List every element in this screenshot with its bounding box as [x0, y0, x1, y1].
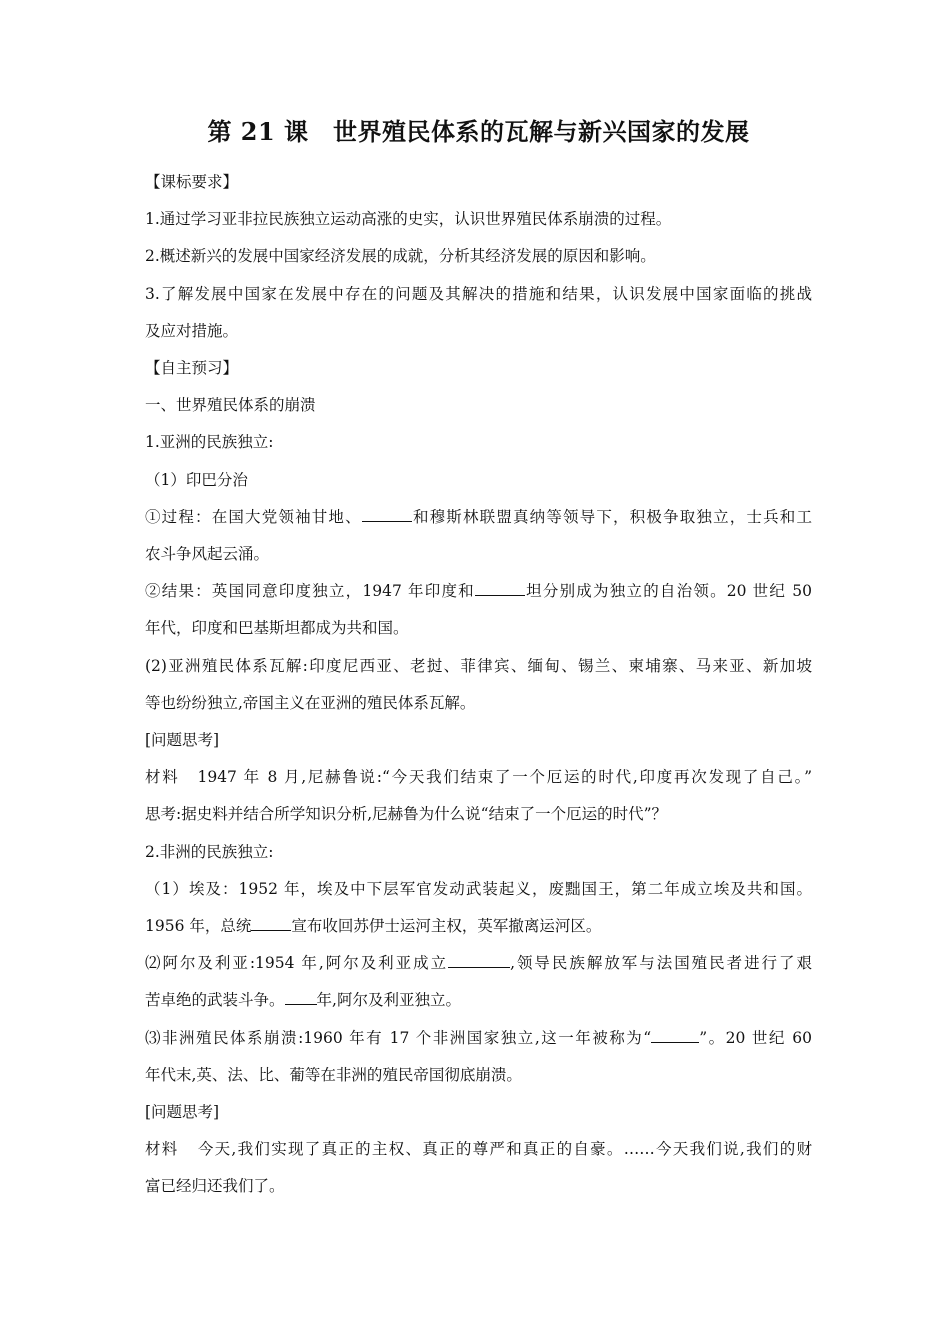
text-segment: ①过程：在国大党领袖甘地、	[145, 507, 362, 526]
text-segment: 1956 年，总统	[145, 917, 252, 936]
asia-collapse-cont: 等也纷纷独立,帝国主义在亚洲的殖民体系瓦解。	[145, 693, 476, 712]
question-heading-2: [问题思考]	[145, 1103, 220, 1122]
africa-collapse-line	[145, 1020, 812, 1057]
text-segment: ⑵阿尔及利亚:1954 年,阿尔及利亚成立	[145, 954, 449, 973]
point-india-partition: （1）印巴分治	[145, 470, 248, 489]
material-africa	[145, 1131, 812, 1168]
requirement-3-cont: 及应对措施。	[145, 321, 239, 340]
egypt-cont	[145, 908, 812, 945]
text-segment: 1947 年 8 月,尼赫鲁说:“今天我们结束了一个厄运的时代,印度再次发现了自己。”	[197, 768, 812, 787]
requirement-1: 1.通过学习亚非拉民族独立运动高涨的史实，认识世界殖民体系崩溃的过程。	[145, 210, 672, 229]
text-segment: ②结果：英国同意印度独立，1947 年印度和	[145, 582, 475, 601]
fill-blank	[251, 916, 291, 931]
section-heading-preview: 【自主预习】	[145, 359, 239, 378]
point-asia-heading: 1.亚洲的民族独立:	[145, 433, 274, 452]
text-segment: 坦分别成为独立的自治领。20 世纪 50	[524, 582, 813, 601]
text-segment: 年,阿尔及利亚独立。	[316, 991, 461, 1010]
material-label: 材料	[145, 1140, 179, 1159]
question-nehru: 思考:据史料并结合所学知识分析,尼赫鲁为什么说“结束了一个厄运的时代”？	[145, 805, 667, 824]
text-segment: ”。20 世纪 60	[699, 1028, 812, 1047]
requirement-2: 2.概述新兴的发展中国家经济发展的成就，分析其经济发展的原因和影响。	[145, 247, 656, 266]
india-result-cont: 年代，印度和巴基斯坦都成为共和国。	[145, 619, 409, 638]
material-nehru	[145, 759, 812, 796]
algeria-line	[145, 945, 812, 982]
india-process-line	[145, 499, 812, 536]
text-segment: 苦卓绝的武装斗争。	[145, 991, 285, 1010]
asia-collapse-line: (2)亚洲殖民体系瓦解:印度尼西亚、老挝、菲律宾、缅甸、锡兰、柬埔寨、马来亚、新加坡	[145, 656, 812, 675]
point-africa-heading: 2.非洲的民族独立:	[145, 842, 274, 861]
fill-blank	[448, 953, 510, 968]
question-heading: [问题思考]	[145, 731, 220, 750]
text-segment: 今天,我们实现了真正的主权、真正的尊严和真正的自豪。……今天我们说,我们的财	[196, 1140, 812, 1159]
subsection-heading: 一、世界殖民体系的崩溃	[145, 396, 316, 415]
fill-blank	[651, 1028, 699, 1043]
text-segment: 和穆斯林联盟真纳等领导下，积极争取独立，士兵和工	[411, 507, 812, 526]
material-africa-cont: 富已经归还我们了。	[145, 1177, 285, 1196]
egypt-line: （1）埃及：1952 年，埃及中下层军官发动武装起义，废黜国王，第二年成立埃及共和国。	[145, 879, 812, 898]
section-heading-curriculum: 【课标要求】	[145, 173, 239, 191]
algeria-cont	[145, 982, 812, 1019]
africa-collapse-cont: 年代末,英、法、比、葡等在非洲的殖民帝国彻底崩溃。	[145, 1065, 522, 1084]
fill-blank	[475, 581, 525, 596]
requirement-3: 3.了解发展中国家在发展中存在的问题及其解决的措施和结果，认识发展中国家面临的挑战	[145, 284, 812, 303]
fill-blank	[285, 990, 317, 1005]
text-segment: ⑶非洲殖民体系崩溃:1960 年有 17 个非洲国家独立,这一年被称为“	[145, 1028, 652, 1047]
text-segment: ,领导民族解放军与法国殖民者进行了艰	[510, 954, 812, 973]
india-process-cont: 农斗争风起云涌。	[145, 545, 270, 564]
material-label: 材料	[145, 768, 180, 787]
india-result-line	[145, 573, 812, 610]
text-segment: 宣布收回苏伊士运河主权，英军撤离运河区。	[291, 917, 602, 936]
fill-blank	[362, 507, 412, 522]
page-title: 第 21 课 世界殖民体系的瓦解与新兴国家的发展	[207, 117, 750, 146]
